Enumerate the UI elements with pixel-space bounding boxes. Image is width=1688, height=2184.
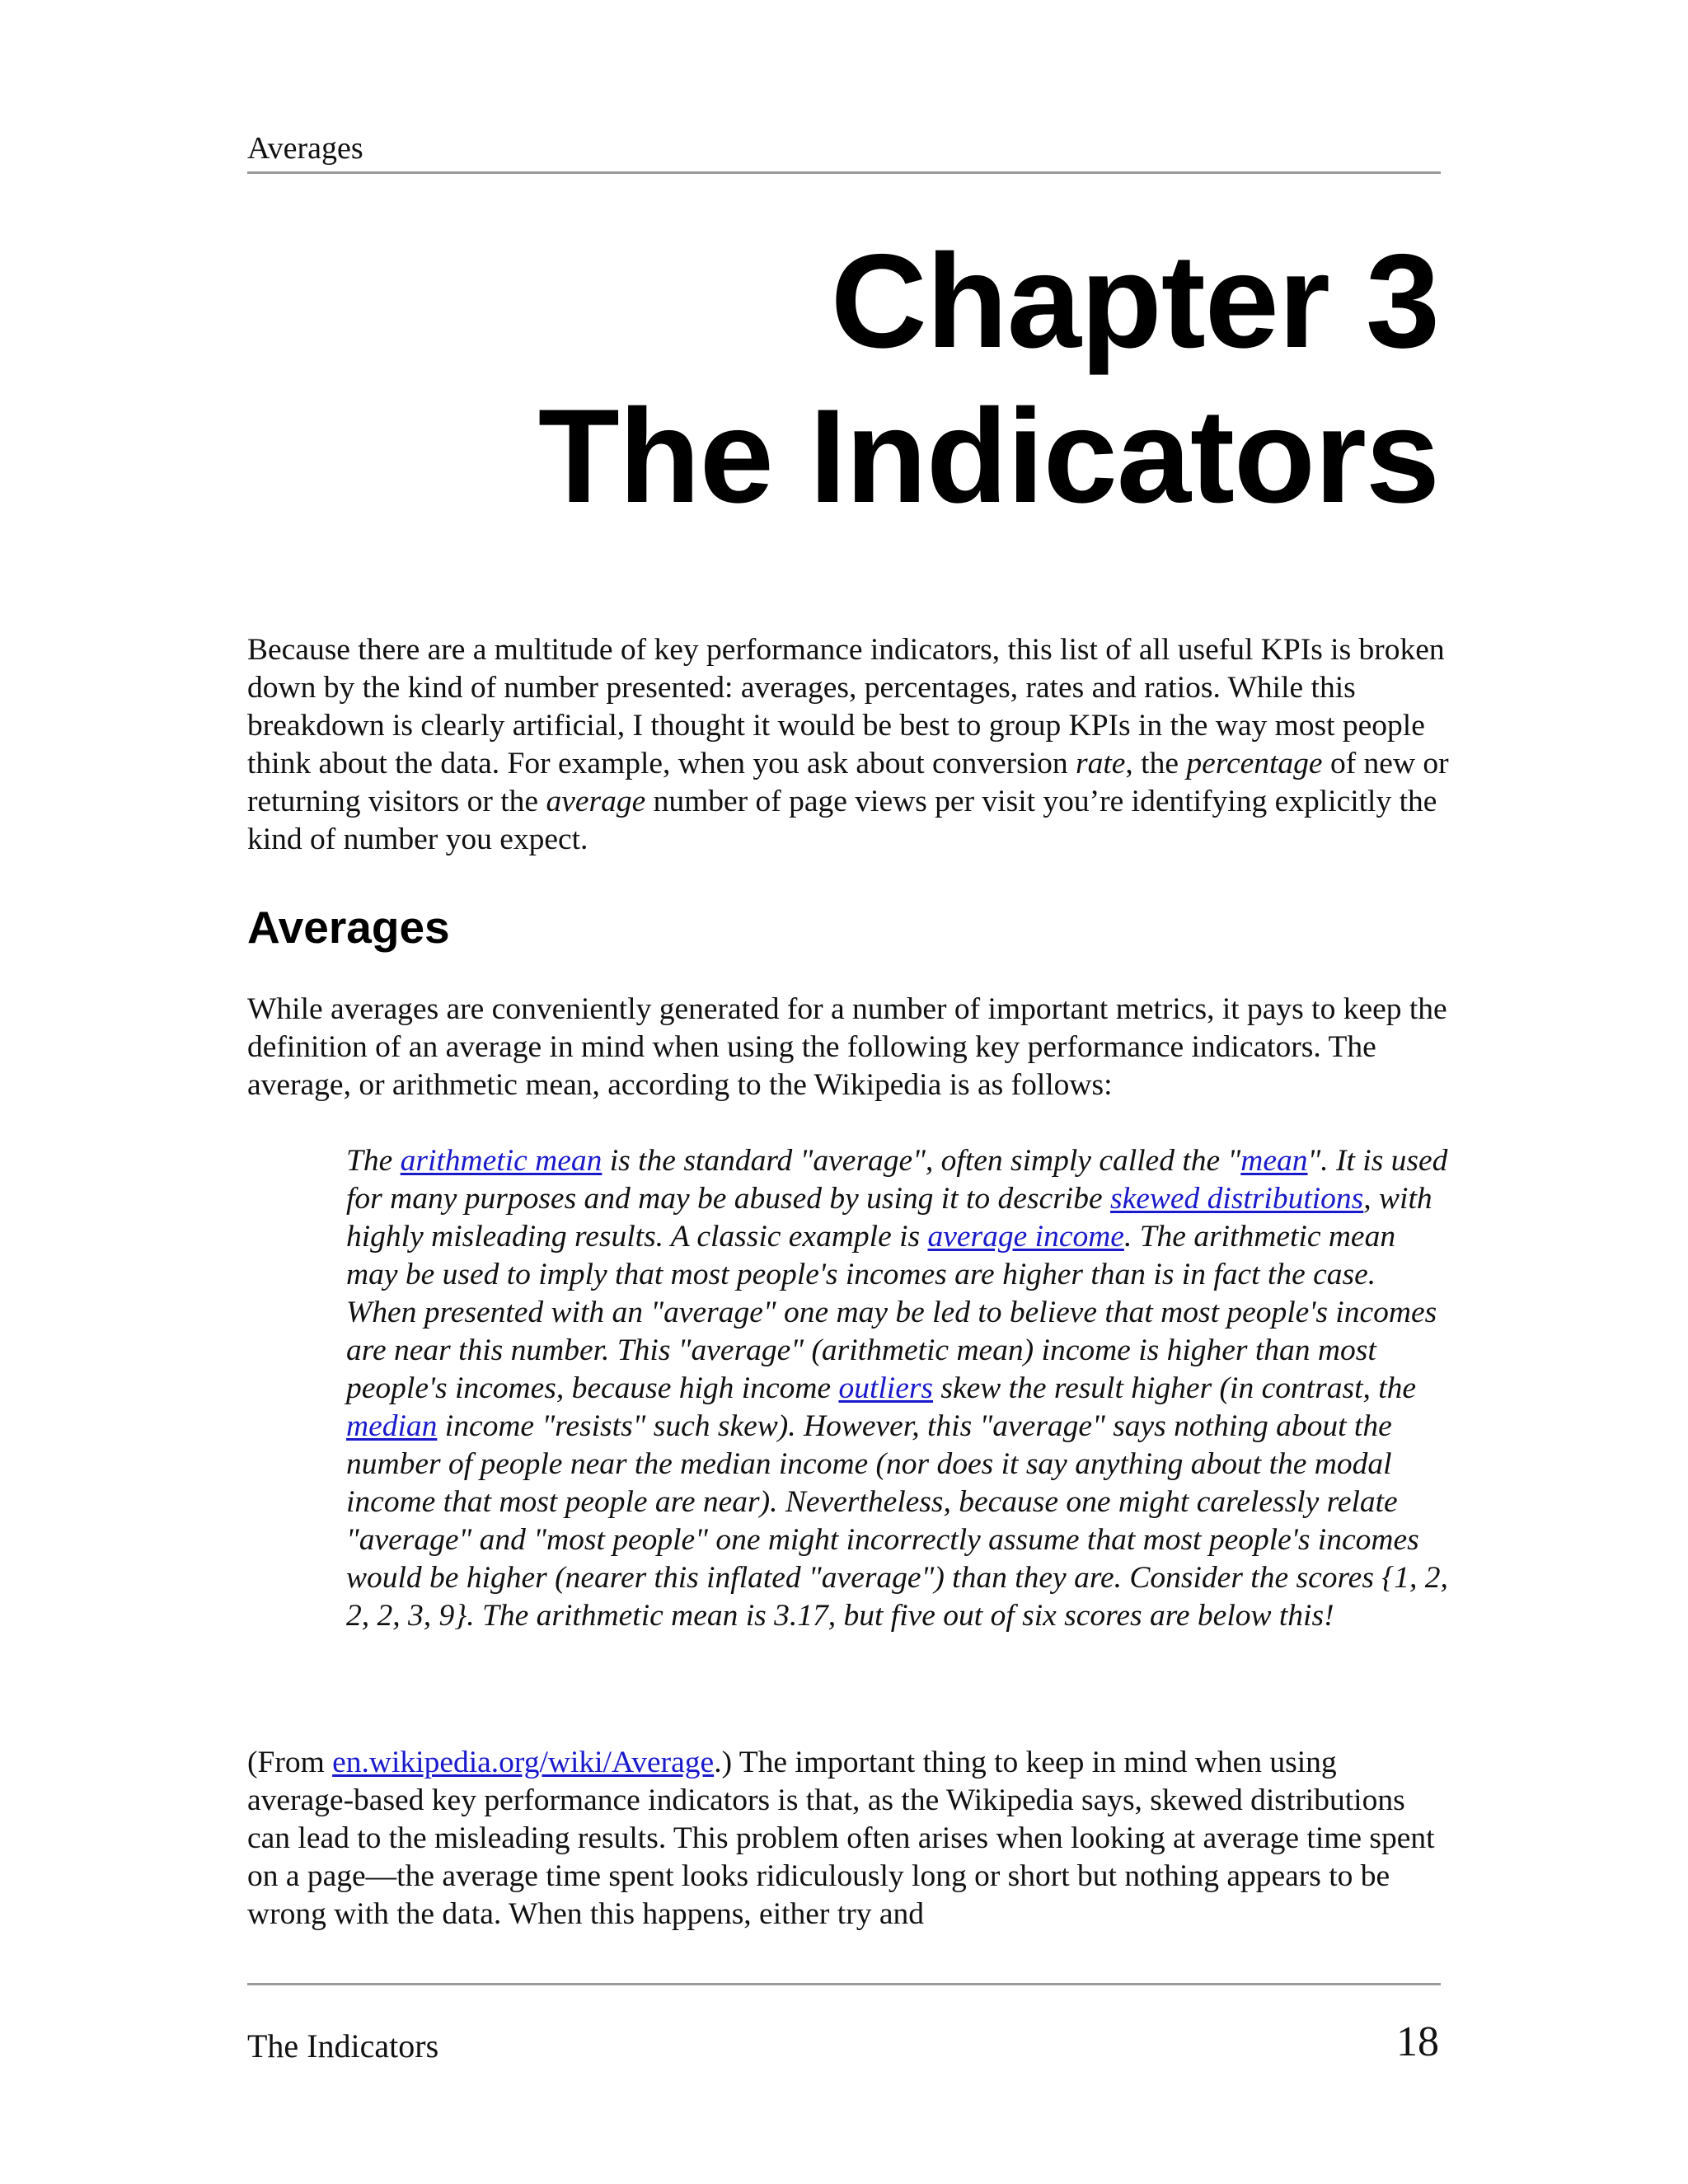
link-arithmetic-mean[interactable]: arithmetic mean [400, 1144, 603, 1178]
link-average-income[interactable]: average income [927, 1220, 1124, 1254]
link-skewed-distributions[interactable]: skewed distributions [1109, 1182, 1364, 1216]
intro-emphasis-rate: rate [1075, 747, 1126, 780]
after-quote-text-1: (From [247, 1746, 333, 1779]
quote-text-4: , with highly misleading results. A classic example is [346, 1182, 1432, 1254]
header-divider [247, 171, 1441, 174]
link-wikipedia-source[interactable]: en.wikipedia.org/wiki/Average [332, 1746, 715, 1779]
footer-chapter-title: The Indicators [247, 2027, 439, 2064]
link-outliers[interactable]: outliers [838, 1371, 934, 1405]
intro-text-1: Because there are a multitude of key performance indicators, this list of all useful KPIs is broken down by the kind of number presented: averages, percentages, rates and ratios. While this breakdown is clearly artificial, I thought it would be best to group KPIs in the way most people think about the data. For example, when you ask about conversion [247, 633, 1445, 780]
quote-text-3: ". It is used for many purposes and may be abused by using it to describe [346, 1144, 1448, 1216]
quote-text-1: The [346, 1144, 401, 1178]
quote-text-6: skew the result higher (in contrast, the [933, 1371, 1417, 1405]
averages-paragraph: While averages are conveniently generated for a number of important metrics, it pays to keep the definition of an average in mind when using the following key performance indicators. The average, or arithmetic mean, according to the Wikipedia is as follows: [247, 992, 1447, 1102]
after-quote-paragraph [247, 1744, 1451, 1933]
footer-divider [247, 1983, 1441, 1985]
page-number: 18 [1396, 2018, 1439, 2065]
running-header: Averages [247, 131, 363, 166]
intro-paragraph [247, 631, 1451, 859]
quote-text-2: is the standard "average", often simply called the " [602, 1144, 1241, 1178]
quote-text-5: . The arithmetic mean may be used to imply that most people's incomes are higher than is in fact the case. When presented with an "average" one may be led to believe that most people's incomes are near this number. This "average" (arithmetic mean) income is higher than most people's incomes, because high income [346, 1220, 1437, 1405]
intro-text-4: number of page views per visit you’re identifying explicitly the kind of number you expect. [247, 785, 1437, 856]
link-median[interactable]: median [346, 1409, 438, 1443]
chapter-title [247, 224, 1439, 534]
quote-text-7: income "resists" such skew). However, this "average" says nothing about the number of people near the median income (nor does it say anything about the modal income that most people are near). Nevertheless, because one might carelessly relate "average" and "most people" one might incorrectly assume that most people's incomes would be higher (nearer this inflated "average") than they are. Consider the scores {1, 2, 2, 2, 3, 9}. The arithmetic mean is 3.17, but five out of six scores are below this! [346, 1409, 1448, 1633]
link-mean[interactable]: mean [1240, 1144, 1308, 1178]
chapter-name: The Indicators [537, 382, 1439, 531]
chapter-number: Chapter 3 [830, 227, 1439, 376]
after-quote-text-2: .) The important thing to keep in mind when using average-based key performance indicators is that, as the Wikipedia says, skewed distributions can lead to the misleading results. This problem often arises when looking at average time spent on a page—the average time spent looks ridiculously long or short but nothing appears to be wrong with the data. When this happens, either try and [247, 1746, 1435, 1931]
wikipedia-quote [346, 1142, 1451, 1635]
intro-text-3: of new or returning visitors or the [247, 747, 1449, 818]
intro-emphasis-average: average [546, 785, 646, 818]
intro-text-2: , the [1125, 747, 1187, 780]
intro-emphasis-percentage: percentage [1186, 747, 1323, 780]
section-heading-averages: Averages [247, 902, 450, 953]
